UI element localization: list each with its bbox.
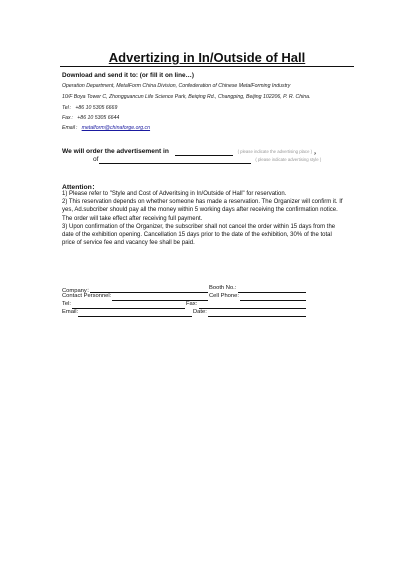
attention-item: 1) Please refer to "Style and Cost of Adveritsing in In/Outside of Hall" for reservation. <box>62 191 287 197</box>
ad-place-field[interactable] <box>175 148 233 156</box>
date-label: Date: <box>193 309 207 315</box>
address-line-2: 10/F Boya Tower C, Zhongguancun Life Science Park, Beiqing Rd., Changping, Beijing 102206, P. R. China. <box>62 94 311 100</box>
ad-style-field[interactable] <box>99 156 251 164</box>
order-label: We will order the advertisement in <box>62 148 169 155</box>
fax-label: Fax: <box>186 301 198 307</box>
email-link[interactable]: metalform@chinaforge.org.cn <box>81 125 151 131</box>
ad-style-hint: ( please indicate advertising style ) <box>255 157 322 162</box>
page-title: Advertizing in In/Outside of Hall <box>108 50 306 65</box>
email-label: Email： <box>62 125 81 131</box>
company-label: Company： <box>62 288 93 294</box>
attention-list <box>62 190 344 247</box>
attention-title: Attention： <box>62 184 99 191</box>
title-divider <box>60 66 354 67</box>
booth-label: Booth No.: <box>209 285 237 291</box>
email-field[interactable] <box>78 316 192 317</box>
address-line-1: Operation Department, MetalForm China Division, Confederation of Chinese MetalForming Industry <box>62 83 291 89</box>
order-line <box>62 145 321 156</box>
of-label: of <box>93 156 99 163</box>
tel-field[interactable] <box>72 308 185 309</box>
tel-label: Tel: <box>62 301 72 307</box>
cell-field[interactable] <box>240 300 306 301</box>
contact-label: Contact Personnel: <box>62 293 112 299</box>
attention-item: 2) This reservation depends on whether someone has made a reservation. The Organizer will confirm it. If yes, Ad.subcriber should pay all the money within 5 working days after receiving the confirmation notice. The order will take effect after receiving full payment. <box>62 199 343 222</box>
email-line <box>62 124 150 131</box>
order-comma: ， <box>313 148 321 155</box>
attention-item: 3) Upon confirmation of the Organizer, the subscriber shall not cancel the order within 15 days from the date of the exhibition opening. Cancellation 15 days prior to the date of the exhibition, 30% of the total price of service fee and vacancy fee shall be paid. <box>62 223 336 247</box>
fax-line: Fax： +86 10 5305 6644 <box>62 115 120 121</box>
fax-field[interactable] <box>199 308 306 309</box>
tel-line: Tel： +86 10 5305 6669 <box>62 105 118 111</box>
email-form-label: Email: <box>62 309 79 315</box>
order-style-line <box>93 156 321 164</box>
subtitle: Download and send it to: (or fill it on line…) <box>62 72 195 79</box>
date-field[interactable] <box>208 316 306 317</box>
cell-label: Cell Phone: <box>209 293 239 299</box>
ad-place-hint: ( please indicate the advertising place ) <box>237 149 313 154</box>
booth-field[interactable] <box>238 292 306 293</box>
